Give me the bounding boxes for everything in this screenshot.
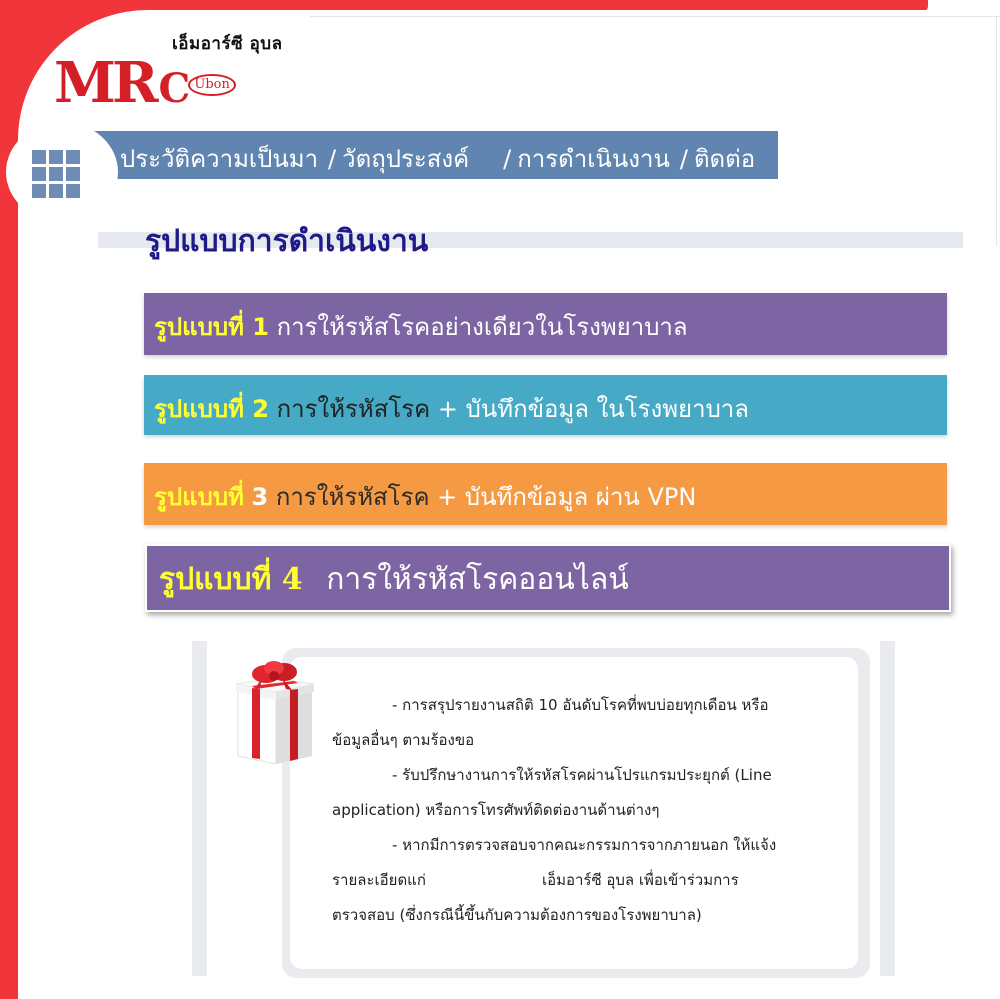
model-4-label: รูปแบบที่ 4: [159, 562, 303, 597]
nav-item-history[interactable]: ประวัติความเป็นมา: [120, 145, 319, 173]
model-1-label: รูปแบบที่ 1: [154, 313, 269, 341]
model-3-desc: การให้รหัสโรค: [275, 483, 430, 511]
nav-separator: /: [503, 145, 512, 173]
model-2-desc-2: บันทึกข้อมูล ในโรงพยาบาล: [465, 395, 749, 423]
services-description: [332, 688, 832, 933]
model-3-banner: [144, 463, 947, 525]
model-3-number: 3: [251, 483, 269, 511]
nav-bar: [76, 131, 778, 179]
model-4-desc: การให้รหัสโรคออนไลน์: [326, 562, 629, 597]
info-line: application) หรือการโทรศัพท์ติดต่องานด้านต่างๆ: [332, 801, 660, 819]
grid-menu-icon[interactable]: [32, 150, 80, 198]
info-line: ข้อมูลอื่นๆ ตามร้องขอ: [332, 731, 475, 749]
info-line: - หากมีการตรวจสอบจากคณะกรรมการจากภายนอก ให้แจ้ง: [392, 836, 777, 854]
plus-sign: +: [437, 483, 458, 511]
logo-subtitle: เอ็มอาร์ซี อุบล: [172, 34, 283, 54]
nav-separator: /: [328, 145, 337, 173]
plus-sign: +: [437, 395, 458, 423]
model-3-label: รูปแบบที่: [154, 483, 244, 511]
logo[interactable]: [54, 52, 236, 114]
divider: [996, 16, 997, 246]
info-text-fragment: เอ็มอาร์ซี อุบล เพื่อเข้าร่วมการ: [541, 871, 739, 889]
info-line: [332, 863, 832, 898]
logo-mr: MR: [54, 50, 155, 116]
model-1-desc: การให้รหัสโรคอย่างเดียวในโรงพยาบาล: [276, 313, 688, 341]
info-line: - การสรุปรายงานสถิติ 10 อันดับโรคที่พบบ่อยทุกเดือน หรือ: [392, 696, 769, 714]
nav-separator: /: [679, 145, 688, 173]
model-3-desc-2: บันทึกข้อมูล ผ่าน VPN: [464, 483, 697, 511]
model-2-desc: การให้รหัสโรค: [276, 395, 431, 423]
model-2-label: รูปแบบที่ 2: [154, 395, 269, 423]
info-text-fragment: รายละเอียดแก่: [332, 871, 426, 889]
page-title: รูปแบบการดำเนินงาน: [145, 224, 429, 259]
divider: [310, 16, 1000, 17]
logo-c: C: [158, 65, 191, 112]
model-1-banner: [144, 293, 947, 355]
info-line: ตรวจสอบ (ซึ่งกรณีนี้ขึ้นกับความต้องการของโรงพยาบาล): [332, 906, 702, 924]
logo-ubon: Ubon: [188, 74, 235, 96]
nav-item-objectives[interactable]: วัตถุประสงค์: [342, 145, 470, 173]
gift-box-icon: [232, 660, 316, 764]
nav-item-contact[interactable]: ติดต่อ: [693, 145, 756, 173]
nav-item-operations[interactable]: การดำเนินงาน: [517, 145, 670, 173]
model-2-banner: [144, 375, 947, 435]
info-line: - รับปรึกษางานการให้รหัสโรคผ่านโปรแกรมประยุกต์ (Line: [392, 766, 772, 784]
model-4-banner: [145, 544, 951, 612]
